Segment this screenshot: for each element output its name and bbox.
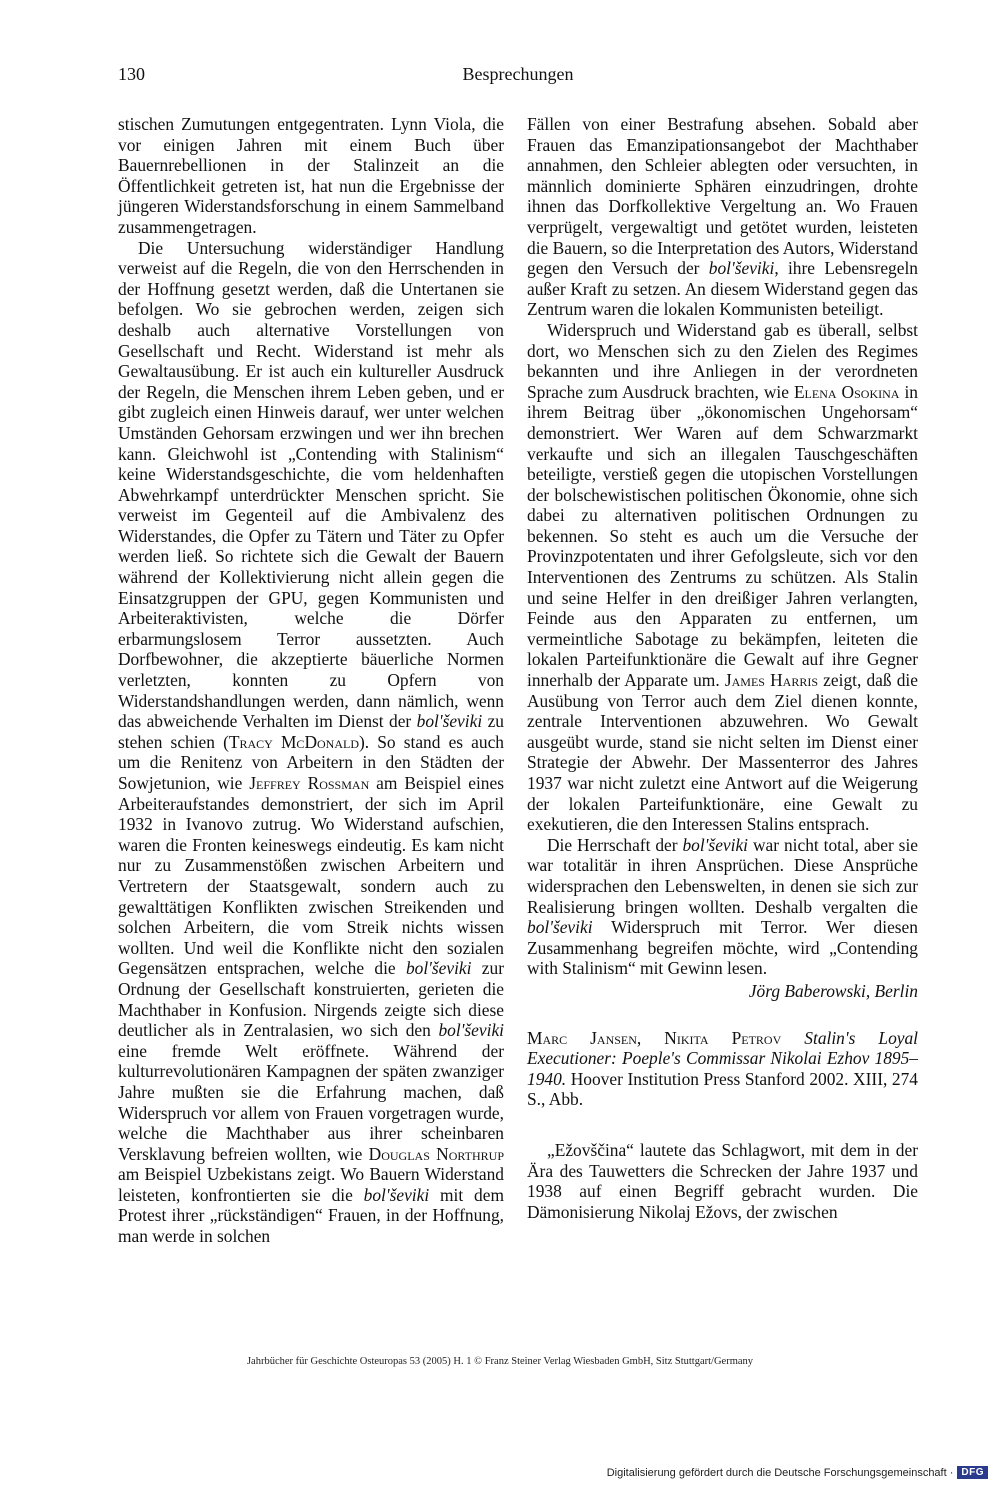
author-name: James Harris bbox=[724, 670, 819, 691]
digitization-credit bbox=[607, 1466, 988, 1479]
paragraph: Widerspruch und Widerstand gab es überall, selbst dort, wo Menschen sich zu den Zielen des Regimes bekannten und ihre Anliegen in der verordneten Sprache zum Ausdruck brachten, wie Elena Osokina in ihrem Beitrag über „ökonomischen Ungehorsam“ demonstriert. Wer Waren auf dem Schwarzmarkt verkaufte und sich an illegalen Tauschgeschäften beteiligte, verstieß gegen die utopischen Vorstellungen der bolschewistischen politischen Ökonomie, ohne sich dabei zu alternativen politischen Ordnungen zu bekennen. So steht es auch um die Versuche der Provinzpotentaten und ihrer Gefolgsleute, sich vor den Interventionen des Zentrums zu schützen. Als Stalin und seine Helfer in den dreißiger Jahren verlangten, Feinde aus den Apparaten zu entfernen, um vermeintliche Sabotage zu bekämpfen, leiteten die lokalen Parteifunktionäre die Gewalt auf ihre Gegner innerhalb der Apparate um. James Harris zeigt, daß die Ausübung von Terror auch dem Ziel dienen konnte, zentrale Interventionen abzuwehren. Wo Gewalt ausgeübt wurde, stand sie nicht selten im Dienst einer Strategie der Abwehr. Der Massenterror des Jahres 1937 war nicht zuletzt eine Antwort auf die Weigerung der lokalen Parteifunktionäre, eine Gewalt zu exekutieren, die den Interessen Stalins entsprach. bbox=[527, 319, 918, 835]
running-title: Besprechungen bbox=[462, 64, 574, 84]
review-publisher: Hoover Institution Press Stanford 2002. XIII, 274 S., Abb. bbox=[527, 1068, 918, 1110]
author-name: Elena Osokina bbox=[793, 381, 900, 402]
paragraph: Fällen von einer Bestrafung absehen. Sobald aber Frauen das Emanzipationsangebot der Machthaber annahmen, den Schleier ablegten oder versuchten, in männlich dominierte Sphären einzudringen, drohte ihnen das Dorfkollektive Vergeltung an. Wo Frauen verprügelt, vergewaltigt und getötet wurden, leisteten die Bauern, so die Interpretation des Autors, Widerstand gegen den Versuch der bol'ševiki, ihre Lebensregeln außer Kraft zu setzen. An diesem Widerstand gegen das Zentrum waren die lokalen Kommunisten beteiligt. bbox=[527, 114, 918, 320]
paragraph: Die Untersuchung widerständiger Handlung verweist auf die Regeln, die von den Herrschenden in der Hoffnung gesetzt werden, daß die Untertanen sie befolgen. Wo sie gebrochen werden, zeigen sich deshalb auch alternative Vorstellungen von Gesellschaft und Recht. Widerstand ist mehr als Gewaltausübung. Er ist auch ein kultureller Ausdruck der Regeln, die Menschen ihrem Leben geben, und er gibt zugleich einen Hinweis darauf, wer unter welchen Umständen Gehorsam erzwingen und wer ihn brechen kann. Gleichwohl ist „Contending with Stalinism“ keine Widerstandsgeschichte, die vom heldenhaften Abwehrkampf unterdrückter Menschen spricht. Sie verweist im Gegenteil auf die Ambivalenz des Widerstandes, die Opfer zu Tätern und Täter zu Opfer werden ließ. So richtete sich die Gewalt der Bauern während der Kollektivierung nicht allein gegen die Einsatzgruppen der GPU, gegen Kommunisten und Arbeiteraktivisten, welche die Dörfer erbarmungslosem Terror aussetzten. Auch Dorfbewohner, die akzeptierte bäuerliche Normen verletzten, konnten zu Opfern von Widerstandshandlungen werden, dann nämlich, wenn das abweichende Verhalten im Dienst der bol'ševiki zu stehen schien (Tracy McDonald). So stand es auch um die Renitenz von Arbeitern in den Städten der Sowjetunion, wie Jeffrey Rossman am Beispiel eines Arbeiteraufstandes demonstriert, der sich im April 1932 in Ivanovo zutrug. Wo Widerstand aufschien, waren die Fronten keineswegs eindeutig. Es kam nicht nur zu Zusammenstößen zwischen Arbeitern und Vertretern der Staatsgewalt, sondern auch zu gewalttätigen Konflikten zwischen Streikenden und solchen Arbeitern, die vom Streik nichts wissen wollten. Und weil die Konflikte nicht den sozialen Gegensätzen entsprachen, welche die bol'ševiki zur Ordnung der Gesellschaft konstruierten, gerieten die Machthaber in Konfusion. Nirgends zeigte sich diese deutlicher als in Zentralasien, wo sich den bol'ševiki eine fremde Welt eröffnete. Während der kulturrevolutionären Kampagnen der späten zwanziger Jahre mußten sie die Erfahrung machen, daß Widerspruch vor allem von Frauen vorgetragen wurde, welche die Machthaber aus ihrer scheinbaren Versklavung befreien wollten, wie Douglas Northrup am Beispiel Uzbekistans zeigt. Wo Bauern Widerstand leisteten, konfrontierten sie die bol'ševiki mit dem Protest ihrer „rückständigen“ Frauen, in der Hoffnung, man werde in solchen bbox=[118, 237, 505, 1247]
review-authors: Marc Jansen, Nikita Petrov bbox=[527, 1027, 782, 1048]
dfg-credit-text: Digitalisierung gefördert durch die Deutsche Forschungsgemeinschaft · bbox=[606, 1466, 954, 1479]
author-name: Jeffrey Rossman bbox=[249, 773, 370, 793]
review-citation bbox=[527, 1028, 918, 1110]
paragraph: Die Herrschaft der bol'ševiki war nicht total, aber sie war totalitär in ihren Ansprüchen. Diese Ansprüche widersprachen den Lebenswelten, in denen sie sich zur Realisierung bringen wollten. Deshalb vergalten die bol'ševiki Widerspruch mit Terror. Wer diesen Zusammenhang begreifen möchte, wird „Contending with Stalinism“ mit Gewinn lesen. bbox=[527, 834, 918, 979]
author-name: Tracy McDonald bbox=[228, 731, 359, 752]
dfg-logo-icon: DFG bbox=[957, 1466, 988, 1479]
paragraph: stischen Zumutungen entgegentraten. Lynn Viola, die vor einigen Jahren mit einem Buch über Bauernrebellionen in der Stalinzeit an die Öffentlichkeit getreten ist, hat nun die Ergebnisse der jüngeren Widerstandsforschung in einem Sammelband zusammengetragen. bbox=[118, 114, 504, 237]
page-number: 130 bbox=[118, 64, 145, 84]
right-column bbox=[527, 114, 918, 1222]
author-name: Douglas Northrup bbox=[368, 1143, 504, 1164]
paragraph: „Ežovščina“ lautete das Schlagwort, mit dem in der Ära des Tauwetters die Schrecken der Jahre 1937 und 1938 auf einen Begriff gebracht wurden. Die Dämonisierung Nikolaj Ežovs, der zwischen bbox=[527, 1139, 918, 1222]
left-column bbox=[118, 114, 504, 1247]
review-signature: Jörg Baberowski, Berlin bbox=[748, 980, 918, 1001]
page-header bbox=[118, 64, 918, 90]
journal-footer: Jahrbücher für Geschichte Osteuropas 53 (2005) H. 1 © Franz Steiner Verlag Wiesbaden GmbH, Sitz Stuttgart/Germany bbox=[246, 1356, 754, 1367]
review-book-title: Stalin's Loyal Executioner: Poeple's Commissar Nikolai Ezhov 1895–1940. bbox=[527, 1027, 919, 1089]
